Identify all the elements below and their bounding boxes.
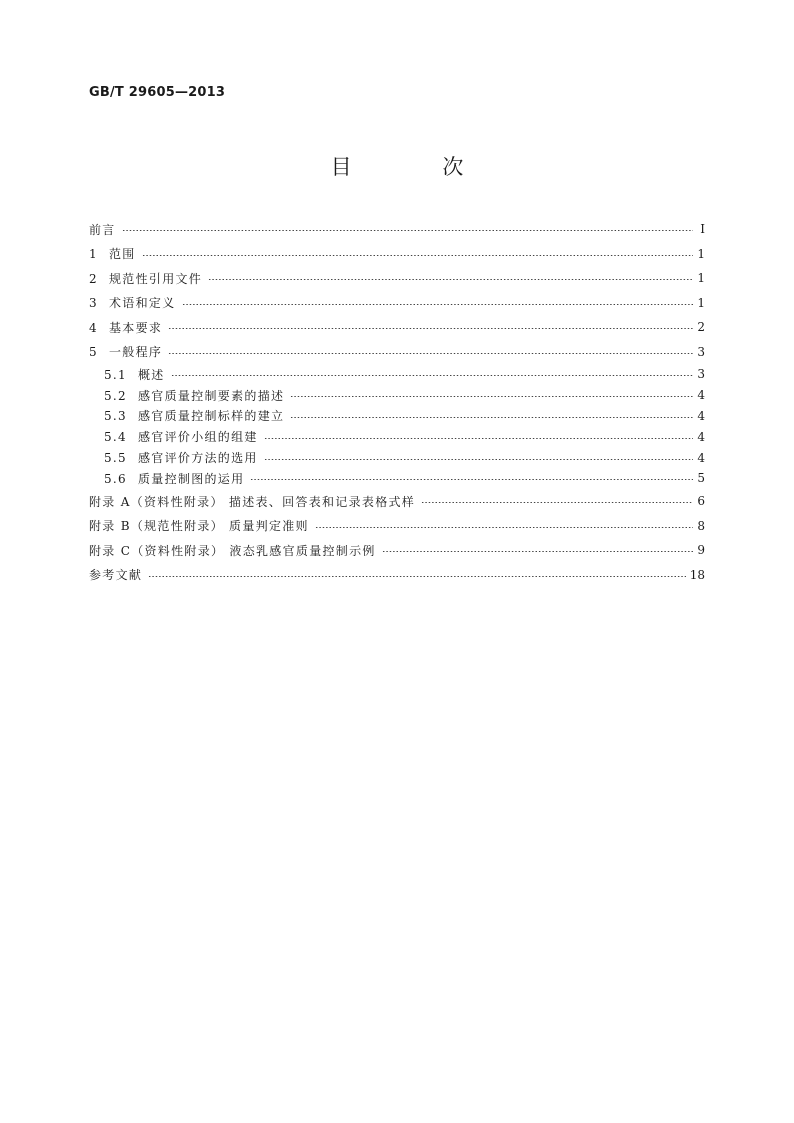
toc-entry-page-number: 1	[697, 295, 705, 310]
toc-dot-leader	[250, 479, 693, 480]
toc-entry-number: 4	[89, 320, 98, 335]
toc-entry-title: 基本要求	[109, 320, 163, 335]
toc-entry-title: 感官质量控制要素的描述	[138, 388, 285, 403]
toc-entry[interactable]	[89, 385, 705, 406]
toc-entry-title: 感官质量控制标样的建立	[138, 409, 285, 424]
toc-entry-page-number: 1	[697, 271, 705, 286]
toc-entry-label	[89, 270, 208, 287]
toc-entry[interactable]	[89, 242, 705, 267]
page-title: 目 次	[330, 155, 506, 179]
toc-entry-number: 5.6	[104, 471, 127, 486]
toc-dot-leader	[122, 230, 693, 231]
toc-entry-page-number: Ⅰ	[700, 222, 705, 237]
toc-dot-leader	[171, 375, 693, 376]
toc-entry-page-number: 4	[697, 429, 705, 444]
toc-entry-title: 感官评价方法的选用	[138, 451, 258, 466]
toc-entry-page-number: 3	[697, 344, 705, 359]
toc-entry-number: 5.2	[104, 388, 127, 403]
toc-entry[interactable]	[89, 406, 705, 427]
toc-entry-page-number: 1	[697, 246, 705, 261]
toc-entry-label	[89, 245, 142, 262]
toc-entry-page-number: 4	[697, 450, 705, 465]
toc-entry[interactable]	[89, 513, 705, 538]
table-of-contents	[89, 217, 705, 587]
toc-dot-leader	[142, 255, 693, 256]
toc-entry-title: 前言	[89, 222, 116, 237]
toc-dot-leader	[315, 527, 693, 528]
toc-entry-page-number: 5	[697, 471, 705, 486]
toc-entry-title: 质量控制图的运用	[138, 471, 245, 486]
toc-entry-number: 5.5	[104, 451, 127, 466]
toc-entry[interactable]	[89, 291, 705, 316]
toc-entry-title: 规范性引用文件	[109, 271, 203, 286]
toc-entry-title: 一般程序	[109, 345, 163, 360]
toc-dot-leader	[168, 328, 693, 329]
toc-entry-label	[104, 407, 290, 424]
toc-entry-label	[89, 343, 168, 360]
toc-entry-page-number: 9	[697, 543, 705, 558]
toc-entry-page-number: 4	[697, 388, 705, 403]
toc-entry-title: 感官评价小组的组建	[138, 430, 258, 445]
toc-entry-title: 术语和定义	[109, 296, 176, 311]
toc-dot-leader	[168, 353, 693, 354]
toc-entry-title: 附录 A（资料性附录） 描述表、回答表和记录表格式样	[89, 494, 416, 509]
toc-dot-leader	[290, 396, 693, 397]
toc-entry[interactable]	[89, 426, 705, 447]
toc-entry[interactable]	[89, 538, 705, 563]
toc-entry-page-number: 8	[697, 518, 705, 533]
toc-entry-label	[104, 387, 290, 404]
toc-entry-label	[104, 428, 264, 445]
toc-entry-title: 范围	[109, 247, 136, 262]
toc-entry-title: 参考文献	[89, 568, 143, 583]
toc-dot-leader	[264, 438, 693, 439]
toc-entry-label	[89, 566, 148, 583]
toc-entry-label	[104, 449, 264, 466]
toc-entry[interactable]	[89, 340, 705, 365]
toc-entry-label	[89, 294, 182, 311]
toc-entry-number: 5	[89, 345, 98, 360]
toc-entry-number: 1	[89, 247, 98, 262]
toc-dot-leader	[382, 551, 693, 552]
toc-dot-leader	[148, 576, 686, 577]
standard-code: GB/T 29605—2013	[89, 85, 226, 100]
toc-dot-leader	[208, 279, 693, 280]
toc-entry-number: 5.3	[104, 409, 127, 424]
toc-entry[interactable]	[89, 266, 705, 291]
toc-dot-leader	[182, 304, 693, 305]
toc-entry[interactable]	[89, 562, 705, 587]
toc-entry-number: 5.4	[104, 430, 127, 445]
toc-entry-label	[89, 221, 122, 238]
toc-entry[interactable]	[89, 447, 705, 468]
toc-entry[interactable]	[89, 217, 705, 242]
toc-dot-leader	[264, 459, 693, 460]
toc-entry-page-number: 3	[697, 367, 705, 382]
toc-entry-page-number: 4	[697, 408, 705, 423]
toc-entry-page-number: 6	[697, 494, 705, 509]
toc-entry[interactable]	[89, 364, 705, 385]
toc-entry-number: 2	[89, 271, 98, 286]
toc-entry-label	[104, 470, 250, 487]
toc-entry[interactable]	[89, 468, 705, 489]
toc-entry-label	[89, 319, 168, 336]
toc-entry[interactable]	[89, 315, 705, 340]
toc-entry-label	[104, 366, 171, 383]
toc-entry-title: 附录 B（规范性附录） 质量判定准则	[89, 519, 309, 534]
toc-dot-leader	[290, 417, 693, 418]
toc-entry-title: 概述	[138, 367, 165, 382]
toc-entry-label	[89, 542, 382, 559]
toc-entry-title: 附录 C（资料性附录） 液态乳感官质量控制示例	[89, 543, 376, 558]
toc-entry[interactable]	[89, 489, 705, 514]
toc-dot-leader	[421, 502, 693, 503]
toc-entry-page-number: 2	[697, 320, 705, 335]
toc-entry-label	[89, 493, 421, 510]
toc-entry-number: 5.1	[104, 367, 127, 382]
toc-entry-number: 3	[89, 296, 98, 311]
toc-entry-label	[89, 517, 315, 534]
toc-entry-page-number: 18	[689, 567, 705, 582]
